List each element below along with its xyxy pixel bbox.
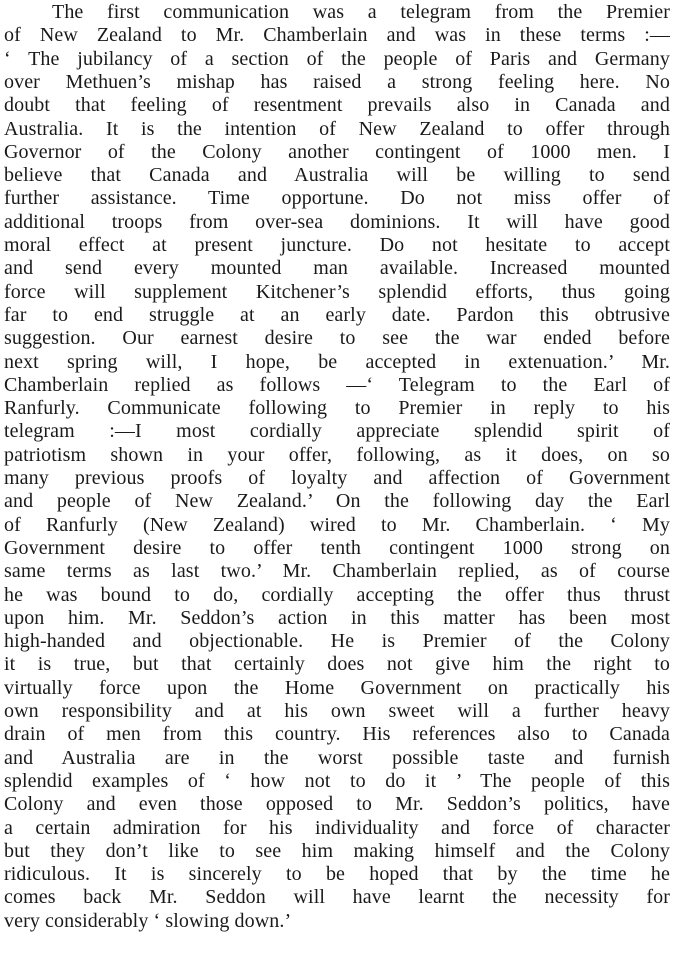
text-line: The first communication was a telegram from the Premier <box>52 1 670 23</box>
text-line: doubt that feeling of resentment prevails also in Canada and <box>4 94 670 117</box>
text-line: additional troops from over-sea dominions. It will have good <box>4 210 670 233</box>
text-line: and Australia are in the worst possible taste and furnish <box>4 746 670 769</box>
text-line: of Ranfurly (New Zealand) wired to Mr. Chamberlain. ‘ My <box>4 513 670 536</box>
text-line: of New Zealand to Mr. Chamberlain and was in these terms :— <box>4 24 670 47</box>
text-line: drain of men from this country. His references also to Canada <box>4 723 670 746</box>
text-line: own responsibility and at his own sweet will a further heavy <box>4 700 670 722</box>
text-line: Chamberlain replied as follows —‘ Telegram to the Earl of <box>4 373 670 396</box>
text-line: ‘ The jubilancy of a section of the people of Paris and Germany <box>4 47 670 70</box>
text-line: Government desire to offer tenth contingent 1000 strong on <box>4 536 670 559</box>
text-line: very considerably ‘ slowing down.’ <box>4 909 292 932</box>
text-line: Governor of the Colony another contingent of 1000 men. I <box>4 140 670 163</box>
text-line: same terms as last two.’ Mr. Chamberlain replied, as of course <box>4 560 670 583</box>
text-line: virtually force upon the Home Government on practically his <box>4 676 670 699</box>
text-line: and send every mounted man available. Increased mounted <box>4 257 670 280</box>
text-line: but they don’t like to see him making himself and the Colony <box>4 839 670 862</box>
text-line: Colony and even those opposed to Mr. Seddon’s politics, have <box>4 793 670 816</box>
text-line: many previous proofs of loyalty and affection of Government <box>4 467 670 489</box>
text-line: believe that Canada and Australia will be willing to send <box>4 164 670 187</box>
text-line: telegram :—I most cordially appreciate splendid spirit of <box>4 420 670 443</box>
text-line: force will supplement Kitchener’s splendid efforts, thus going <box>4 280 670 303</box>
text-line: over Methuen’s mishap has raised a strong feeling here. No <box>4 70 670 93</box>
text-line: it is true, but that certainly does not give him the right to <box>4 653 670 676</box>
text-line: splendid examples of ‘ how not to do it ’ The people of this <box>4 769 670 792</box>
text-line: upon him. Mr. Seddon’s action in this matter has been most <box>4 606 670 629</box>
text-line: he was bound to do, cordially accepting the offer thus thrust <box>4 583 670 606</box>
text-line: far to end struggle at an early date. Pardon this obtrusive <box>4 303 670 326</box>
text-line: patriotism shown in your offer, following, as it does, on so <box>4 443 670 466</box>
text-line: high-handed and objectionable. He is Premier of the Colony <box>4 630 670 653</box>
text-line: moral effect at present juncture. Do not hesitate to accept <box>4 234 670 256</box>
text-line: next spring will, I hope, be accepted in extenuation.’ Mr. <box>4 350 670 373</box>
text-line: Ranfurly. Communicate following to Premier in reply to his <box>4 397 670 420</box>
text-line: suggestion. Our earnest desire to see the war ended before <box>4 327 670 350</box>
article-page <box>4 0 670 956</box>
text-line: ridiculous. It is sincerely to be hoped that by the time he <box>4 863 670 886</box>
text-line: comes back Mr. Seddon will have learnt the necessity for <box>4 886 670 909</box>
text-line: further assistance. Time opportune. Do not miss offer of <box>4 187 670 210</box>
text-line: Australia. It is the intention of New Zealand to offer through <box>4 117 670 140</box>
text-line: a certain admiration for his individuality and force of character <box>4 816 670 839</box>
text-line: and people of New Zealand.’ On the following day the Earl <box>4 490 670 513</box>
